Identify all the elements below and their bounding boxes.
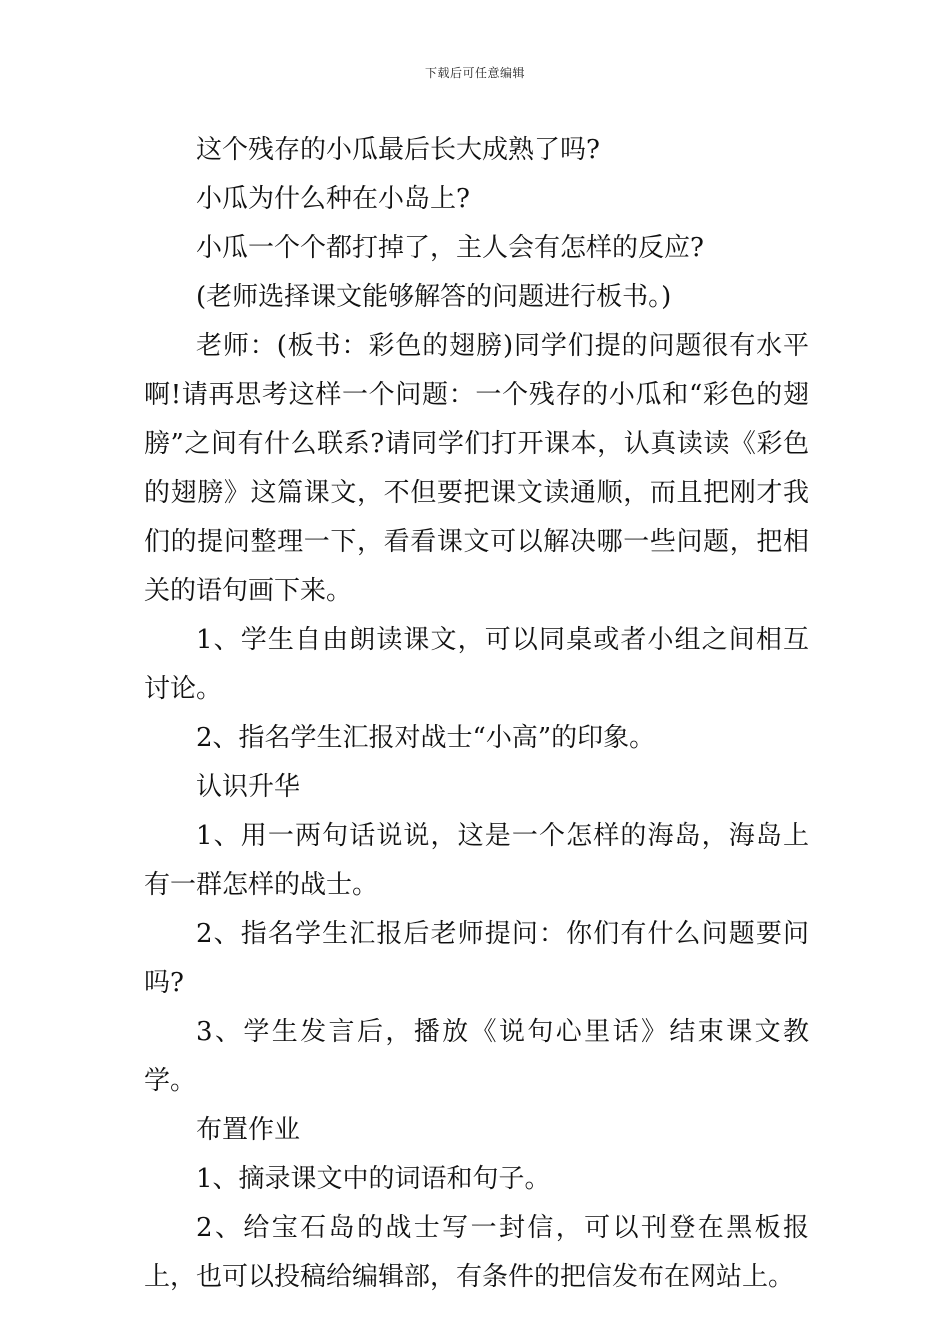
paragraph-question-2: 小瓜为什么种在小岛上? xyxy=(196,184,470,214)
paragraph-step-1: 1、学生自由朗读课文，可以同桌或者小组之间相互讨论。 xyxy=(144,625,809,704)
paragraph-homework-2: 2、给宝石岛的战士写一封信，可以刊登在黑板报上，也可以投稿给编辑部，有条件的把信发布在网站上。 xyxy=(144,1213,809,1292)
section-heading-sublimation: 认识升华 xyxy=(196,772,301,802)
paragraph-homework-1: 1、摘录课文中的词语和句子。 xyxy=(196,1164,551,1194)
paragraph-step-2: 2、指名学生汇报对战士“小高”的印象。 xyxy=(196,723,656,753)
paragraph-board-note: (老师选择课文能够解答的问题进行板书。) xyxy=(196,282,672,312)
document-body xyxy=(144,126,809,1302)
paragraph-question-1: 这个残存的小瓜最后长大成熟了吗? xyxy=(196,135,600,165)
paragraph-sublimation-3: 3、学生发言后，播放《说句心里话》结束课文教学。 xyxy=(144,1017,809,1096)
section-heading-homework: 布置作业 xyxy=(196,1115,301,1145)
paragraph-sublimation-1: 1、用一两句话说说，这是一个怎样的海岛，海岛上有一群怎样的战士。 xyxy=(144,821,809,900)
paragraph-question-3: 小瓜一个个都打掉了，主人会有怎样的反应? xyxy=(196,233,704,263)
paragraph-sublimation-2: 2、指名学生汇报后老师提问：你们有什么问题要问吗? xyxy=(144,919,809,998)
paragraph-teacher-remarks: 老师：(板书：彩色的翅膀)同学们提的问题很有水平啊!请再思考这样一个问题：一个残存的小瓜和“彩色的翅膀”之间有什么联系?请同学们打开课本，认真读读《彩色的翅膀》这篇课文，不但要把课文读通顺，而且把刚才我们的提问整理一下，看看课文可以解决哪一些问题，把相关的语句画下来。 xyxy=(144,331,809,606)
page-header: 下载后可任意编辑 xyxy=(424,66,525,80)
